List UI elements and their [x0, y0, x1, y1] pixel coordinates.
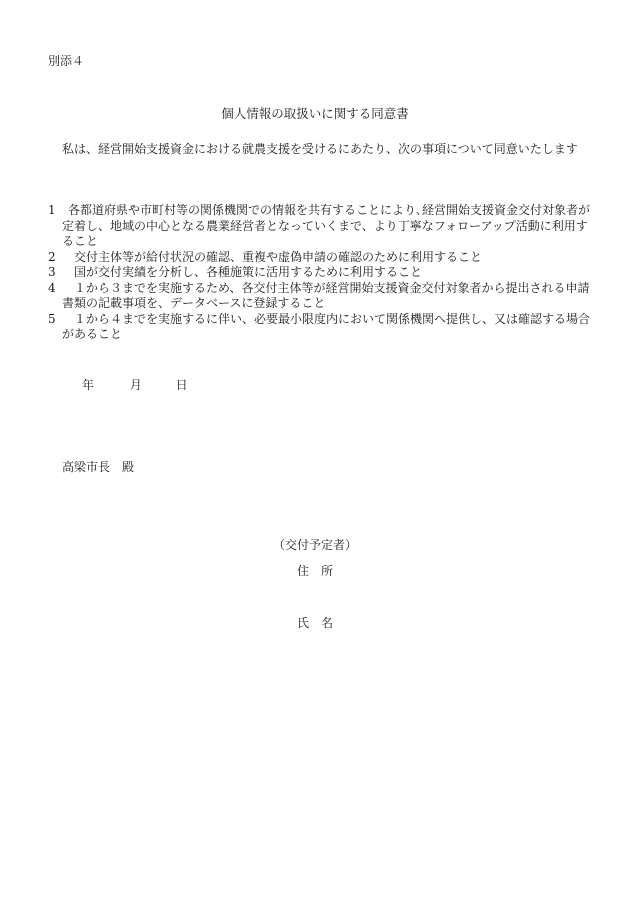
date-day-label: 日	[175, 378, 188, 392]
item-number: 4	[48, 280, 56, 295]
item-number: 3	[48, 265, 56, 279]
date-line	[82, 376, 188, 393]
attachment-label: 別添４	[48, 54, 85, 68]
item-text: 国が交付実績を分析し、各種施策に活用するために利用すること	[74, 265, 423, 279]
item-text: 交付主体等が給付状況の確認、重複や虚偽申請の確認のために利用すること	[74, 249, 483, 264]
item-text: 各都道府県や市町村等の関係機関での情報を共有することにより､経営開始支援資金交付対象者が定着し、地域の中心となる農業経営者となっていくまで、より丁寧なフォローアップ活動に利用すること	[62, 203, 591, 248]
address-label: 住 所	[296, 564, 333, 578]
date-month-label: 月	[129, 378, 142, 392]
date-year-label: 年	[82, 378, 95, 392]
list-item	[48, 312, 596, 343]
list-item	[48, 265, 596, 281]
list-item	[48, 250, 596, 266]
intro-paragraph: 私は、経営開始支援資金における就農支援を受けるにあたり、次の事項について同意いたします	[62, 142, 578, 156]
name-label: 氏 名	[296, 616, 333, 630]
addressee: 高梁市長 殿	[62, 460, 135, 474]
list-item	[48, 203, 596, 250]
item-number: 5	[48, 311, 56, 326]
item-number: 1	[48, 203, 56, 217]
consent-items-list	[48, 203, 596, 343]
list-item	[48, 281, 596, 312]
item-number: 2	[48, 249, 56, 264]
applicant-label: （交付予定者）	[272, 538, 357, 552]
document-title: 個人情報の取扱いに関する同意書	[221, 106, 409, 121]
item-text: １から３までを実施するため、各交付主体等が経営開始支援資金交付対象者から提出される申請書類の記載事項を、データベースに登録すること	[62, 280, 590, 310]
item-text: １から４までを実施するに伴い、必要最小限度内において関係機関へ提供し、又は確認する場合があること	[62, 311, 591, 341]
